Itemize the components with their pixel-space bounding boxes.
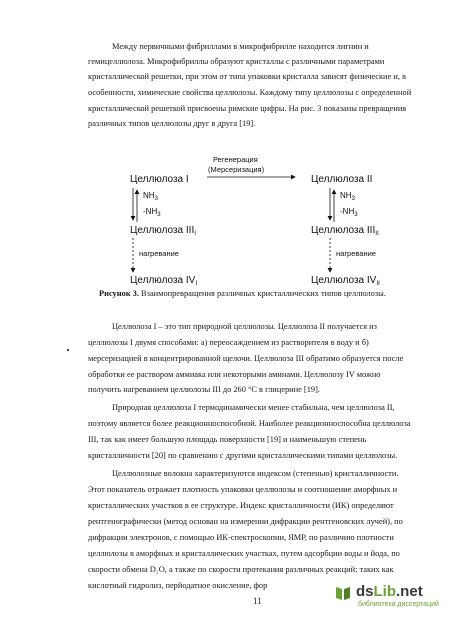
cellulose-iv-ii-label: Целлюлоза $IV_{II}$: [311, 275, 380, 287]
text-line: кристаллических участков в ее структуре. Индекс кристалличности (ИК) определяют: [88, 501, 394, 510]
right-heating-label: нагревание: [336, 249, 376, 258]
text-line: обработки ее раствором аммиака или некоторыми аминами. Целлюлозу IV можно: [88, 370, 381, 379]
mercerization-label: (Мерсеризация): [208, 165, 265, 174]
figure-caption: [99, 289, 386, 298]
text-line: Этот показатель отражает плотность упаковки целлюлозы и соотношение аморфных и: [88, 485, 398, 494]
watermark-subtitle: библиотека диссертаций: [358, 601, 439, 608]
right-nh3-label: $NH_3$: [340, 191, 355, 202]
regeneration-label: Регенерация: [213, 155, 258, 164]
text-line: кристаллической решетки, при этом от типа упаковки кристалла зависят физические и, в: [88, 72, 406, 81]
text-line: целлюлозы в аморфных и кристаллических участках, путем адсорбции воды и йода, по: [88, 549, 400, 558]
dslib-watermark[interactable]: [334, 583, 444, 613]
left-minus-nh3-label: $-NH_3$: [143, 207, 161, 218]
cellulose-iii-i-label: Целлюлоза $III_I$: [130, 225, 197, 237]
right-minus-nh3-label: $-NH_3$: [340, 207, 358, 218]
text-line: рентгенографически (метод основан на измерении дифракции рентгеновских лучей), по: [88, 517, 403, 526]
text-line: особенности, химические свойства целлюлозы. Каждому типу целлюлозы с определенной: [88, 88, 412, 97]
text-line: кристалличности [20] по сравнению с другими кристаллическими типами целлюлозы.: [88, 451, 398, 460]
page-number: 11: [253, 596, 262, 606]
text-line: мерсеризацией в концентрированной щелочи. Целлюлоза III обратимо образуется после: [88, 354, 404, 363]
text-line: кислотный гидролиз, перйодатное окисление, фор: [88, 581, 268, 590]
text-line: скорости обмена D₂O, а также по скорости протекания различных реакций: таких как: [88, 565, 394, 574]
text-line: Целлюлоза I – это тип природной целлюлозы. Целлюлоза II получается из: [112, 322, 377, 331]
text-line: поэтому является более реакционноспособной. Наиболее реакционноспособна целлюлоза: [88, 419, 411, 428]
text-line: кристаллической решеткой присвоены римские цифры. На рис. 3 показаны превращения: [88, 104, 407, 113]
text-line: Целлюлозные волокна характеризуются индексом (степенью) кристалличности.: [112, 469, 399, 478]
caption-label: Рисунок 3.: [99, 289, 139, 298]
text-line: целлюлозы I двумя способами: а) переосаждением из растворителя в воду и б): [88, 338, 369, 347]
watermark-brand: dsLib.net: [356, 583, 423, 600]
cellulose-iii-ii-label: Целлюлоза $III_{II}$: [311, 225, 379, 237]
text-line: различных типов целлюлозы друг в друга [19].: [88, 119, 256, 128]
text-line: III, так как имеет большую площадь поверхности [19] и наименьшую степень: [88, 435, 367, 444]
cellulose-ii-label: Целлюлоза II: [311, 174, 373, 185]
left-nh3-label: $NH_3$: [143, 191, 158, 202]
text-line: получить нагреванием целлюлозы III до 260 °C в глицерине [19].: [88, 385, 320, 394]
text-line: гемицеллюлоза. Микрофибриллы образуют кристаллы с различными параметрами: [88, 57, 385, 66]
text-line: Природная целлюлоза I термодинамически менее стабильна, чем целлюлоза II,: [112, 403, 395, 412]
text-line: Между первичными фибриллами в микрофибрилле находится лигнин и: [112, 42, 369, 51]
scan-dot: [67, 349, 69, 351]
left-heating-label: нагревание: [139, 249, 179, 258]
text-line: дифракции электронов, с помощью ИК-спектроскопии, ЯМР, по различию плотности: [88, 533, 394, 542]
book-icon: [334, 584, 352, 602]
cellulose-iv-i-label: Целлюлоза $IV_I$: [130, 275, 198, 287]
caption-text: Взаимопревращения различных кристаллических типов целлюлозы.: [138, 289, 386, 298]
cellulose-i-label: Целлюлоза I: [130, 174, 189, 185]
